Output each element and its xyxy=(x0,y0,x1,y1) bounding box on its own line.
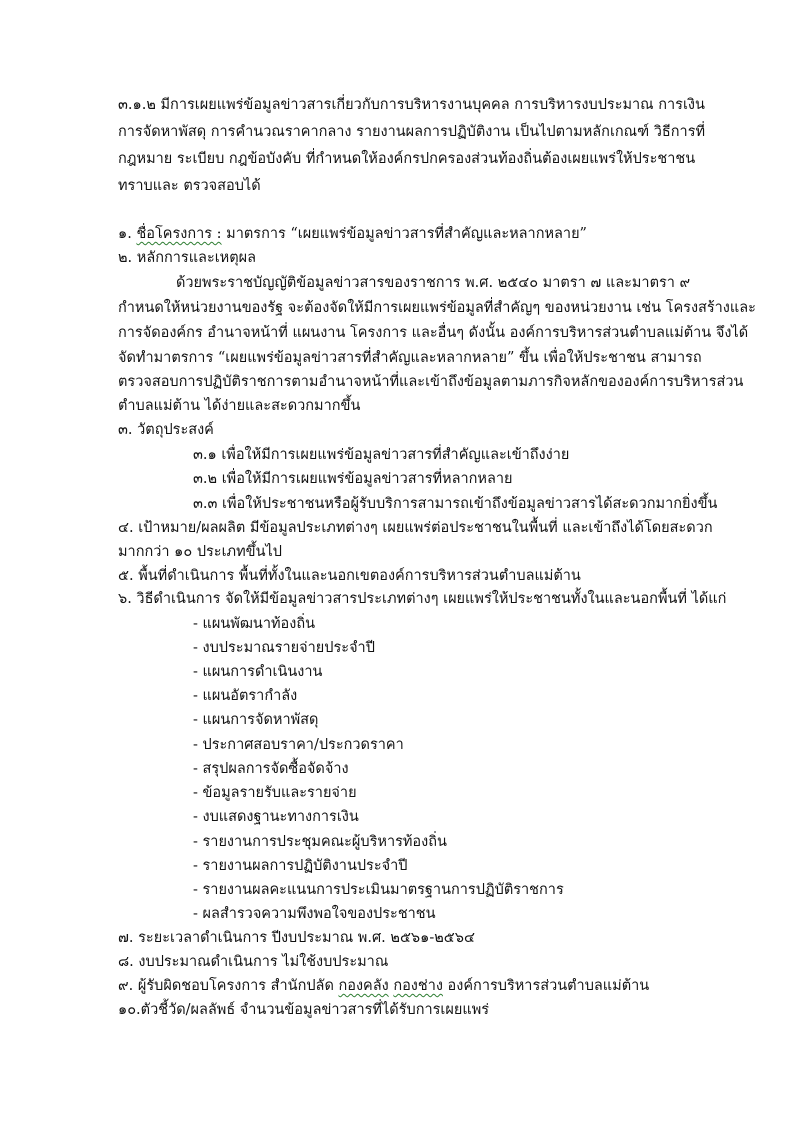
project-name-line xyxy=(118,222,793,246)
project-name-text: มาตรการ “เผยแพร่ข้อมูลข่าวสารที่สำคัญและหลากหลาย” xyxy=(221,226,587,242)
intro-line: ๓.๑.๒ มีการเผยแพร่ข้อมูลข่าวสารเกี่ยวกับการบริหารงานบุคคล การบริหารงบประมาณ การเงิน xyxy=(118,97,705,113)
method-item: - รายงานการประชุมคณะผู้บริหารท้องถิ่น xyxy=(193,834,447,850)
method-item: - ข้อมูลรายรับและรายจ่าย xyxy=(193,785,357,801)
method-item: - งบแสดงฐานะทางการเงิน xyxy=(193,809,359,825)
responsible-unit-finance: กองคลัง xyxy=(338,978,389,994)
method-item: - แผนอัตรากำลัง xyxy=(193,688,298,704)
method-item: - แผนพัฒนาท้องถิ่น xyxy=(193,616,316,632)
principles-line: กำหนดให้หน่วยงานของรัฐ จะต้องจัดให้มีการเผยแพร่ข้อมูลที่สำคัญๆ ของหน่วยงาน เช่น โครงสร้างและ xyxy=(118,300,756,316)
method-item: - รายงานผลคะแนนการประเมินมาตรฐานการปฏิบัติราชการ xyxy=(193,882,564,898)
responsible-prefix: ๙. ผู้รับผิดชอบโครงการ สำนักปลัด xyxy=(118,978,339,994)
objectives-heading: ๓. วัตถุประสงค์ xyxy=(118,422,214,438)
project-name-label: ชื่อโครงการ : xyxy=(136,226,222,242)
indicator-line: ๑๐.ตัวชี้วัด/ผลลัพธ์ จำนวนข้อมูลข่าวสารที่ได้รับการเผยแพร่ xyxy=(118,1002,490,1018)
intro-line: กฎหมาย ระเบียบ กฎข้อบังคับ ที่กำหนดให้องค์กรปกครองส่วนท้องถิ่นต้องเผยแพร่ให้ประชาชน xyxy=(118,151,696,167)
budget-line: ๘. งบประมาณดำเนินการ ไม่ใช้งบประมาณ xyxy=(118,954,389,970)
method-item: - ผลสำรวจความพึงพอใจของประชาชน xyxy=(193,906,436,922)
objective-item: ๓.๑ เพื่อให้มีการเผยแพร่ข้อมูลข่าวสารที่สำคัญและเข้าถึงง่าย xyxy=(193,447,570,463)
principles-heading: ๒. หลักการและเหตุผล xyxy=(118,250,257,266)
responsible-suffix: องค์การบริหารส่วนตำบลแม่ต้าน xyxy=(442,978,650,994)
principles-line: ตรวจสอบการปฏิบัติราชการตามอำนาจหน้าที่และเข้าถึงข้อมูลตามภารกิจหลักขององค์การบริหารส่วน xyxy=(118,374,744,390)
project-number: ๑. xyxy=(118,226,132,242)
intro-line: การจัดหาพัสดุ การคำนวณราคากลาง รายงานผลการปฏิบัติงาน เป็นไปตามหลักเกณฑ์ วิธีการที่ xyxy=(118,124,706,140)
intro-line: ทราบและ ตรวจสอบได้ xyxy=(118,178,261,194)
objective-item: ๓.๒ เพื่อให้มีการเผยแพร่ข้อมูลข่าวสารที่หลากหลาย xyxy=(193,471,513,487)
principles-line: ด้วยพระราชบัญญัติข้อมูลข่าวสารของราชการ พ.ศ. ๒๕๔๐ มาตรา ๗ และมาตรา ๙ xyxy=(176,275,691,291)
method-item: - แผนการดำเนินงาน xyxy=(193,664,323,680)
principles-line: ตำบลแม่ต้าน ได้ง่ายและสะดวกมากขึ้น xyxy=(118,398,361,414)
duration-line: ๗. ระยะเวลาดำเนินการ ปีงบประมาณ พ.ศ. ๒๕๖๑-๒๕๖๔ xyxy=(118,930,475,946)
objective-item: ๓.๓ เพื่อให้ประชาชนหรือผู้รับบริการสามารถเข้าถึงข้อมูลข่าวสารได้สะดวกมากยิ่งขึ้น xyxy=(193,496,718,512)
method-item: - สรุปผลการจัดซื้อจัดจ้าง xyxy=(193,761,349,777)
principles-line: จัดทำมาตรการ “เผยแพร่ข้อมูลข่าวสารที่สำคัญและหลากหลาย” ขึ้น เพื่อให้ประชาชน สามารถ xyxy=(118,350,702,366)
method-item: - ประกาศสอบราคา/ประกวดราคา xyxy=(193,737,404,753)
method-item: - รายงานผลการปฏิบัติงานประจำปี xyxy=(193,858,408,874)
method-item: - แผนการจัดหาพัสดุ xyxy=(193,712,319,728)
target-line: ๔. เป้าหมาย/ผลผลิต มีข้อมูลประเภทต่างๆ เผยแพร่ต่อประชาชนในพื้นที่ และเข้าถึงได้โดยสะดวก xyxy=(118,520,713,536)
method-item: - งบประมาณรายจ่ายประจำปี xyxy=(193,640,375,656)
area-line: ๕. พื้นที่ดำเนินการ พื้นที่ทั้งในและนอกเขตองค์การบริหารส่วนตำบลแม่ต้าน xyxy=(118,568,581,584)
principles-line: การจัดองค์กร อำนาจหน้าที่ แผนงาน โครงการ และอื่นๆ ดังนั้น องค์การบริหารส่วนตำบลแม่ต้าน จึงได้ xyxy=(118,325,749,341)
responsible-unit-engineering: กองช่าง xyxy=(393,978,443,994)
target-line: มากกว่า ๑๐ ประเภทขึ้นไป xyxy=(118,544,282,560)
method-heading: ๖. วิธีดำเนินการ จัดให้มีข้อมูลข่าวสารประเภทต่างๆ เผยแพร่ให้ประชาชนทั้งในและนอกพื้นที่ ได้แก่ xyxy=(118,591,727,607)
responsible-line xyxy=(118,974,793,998)
